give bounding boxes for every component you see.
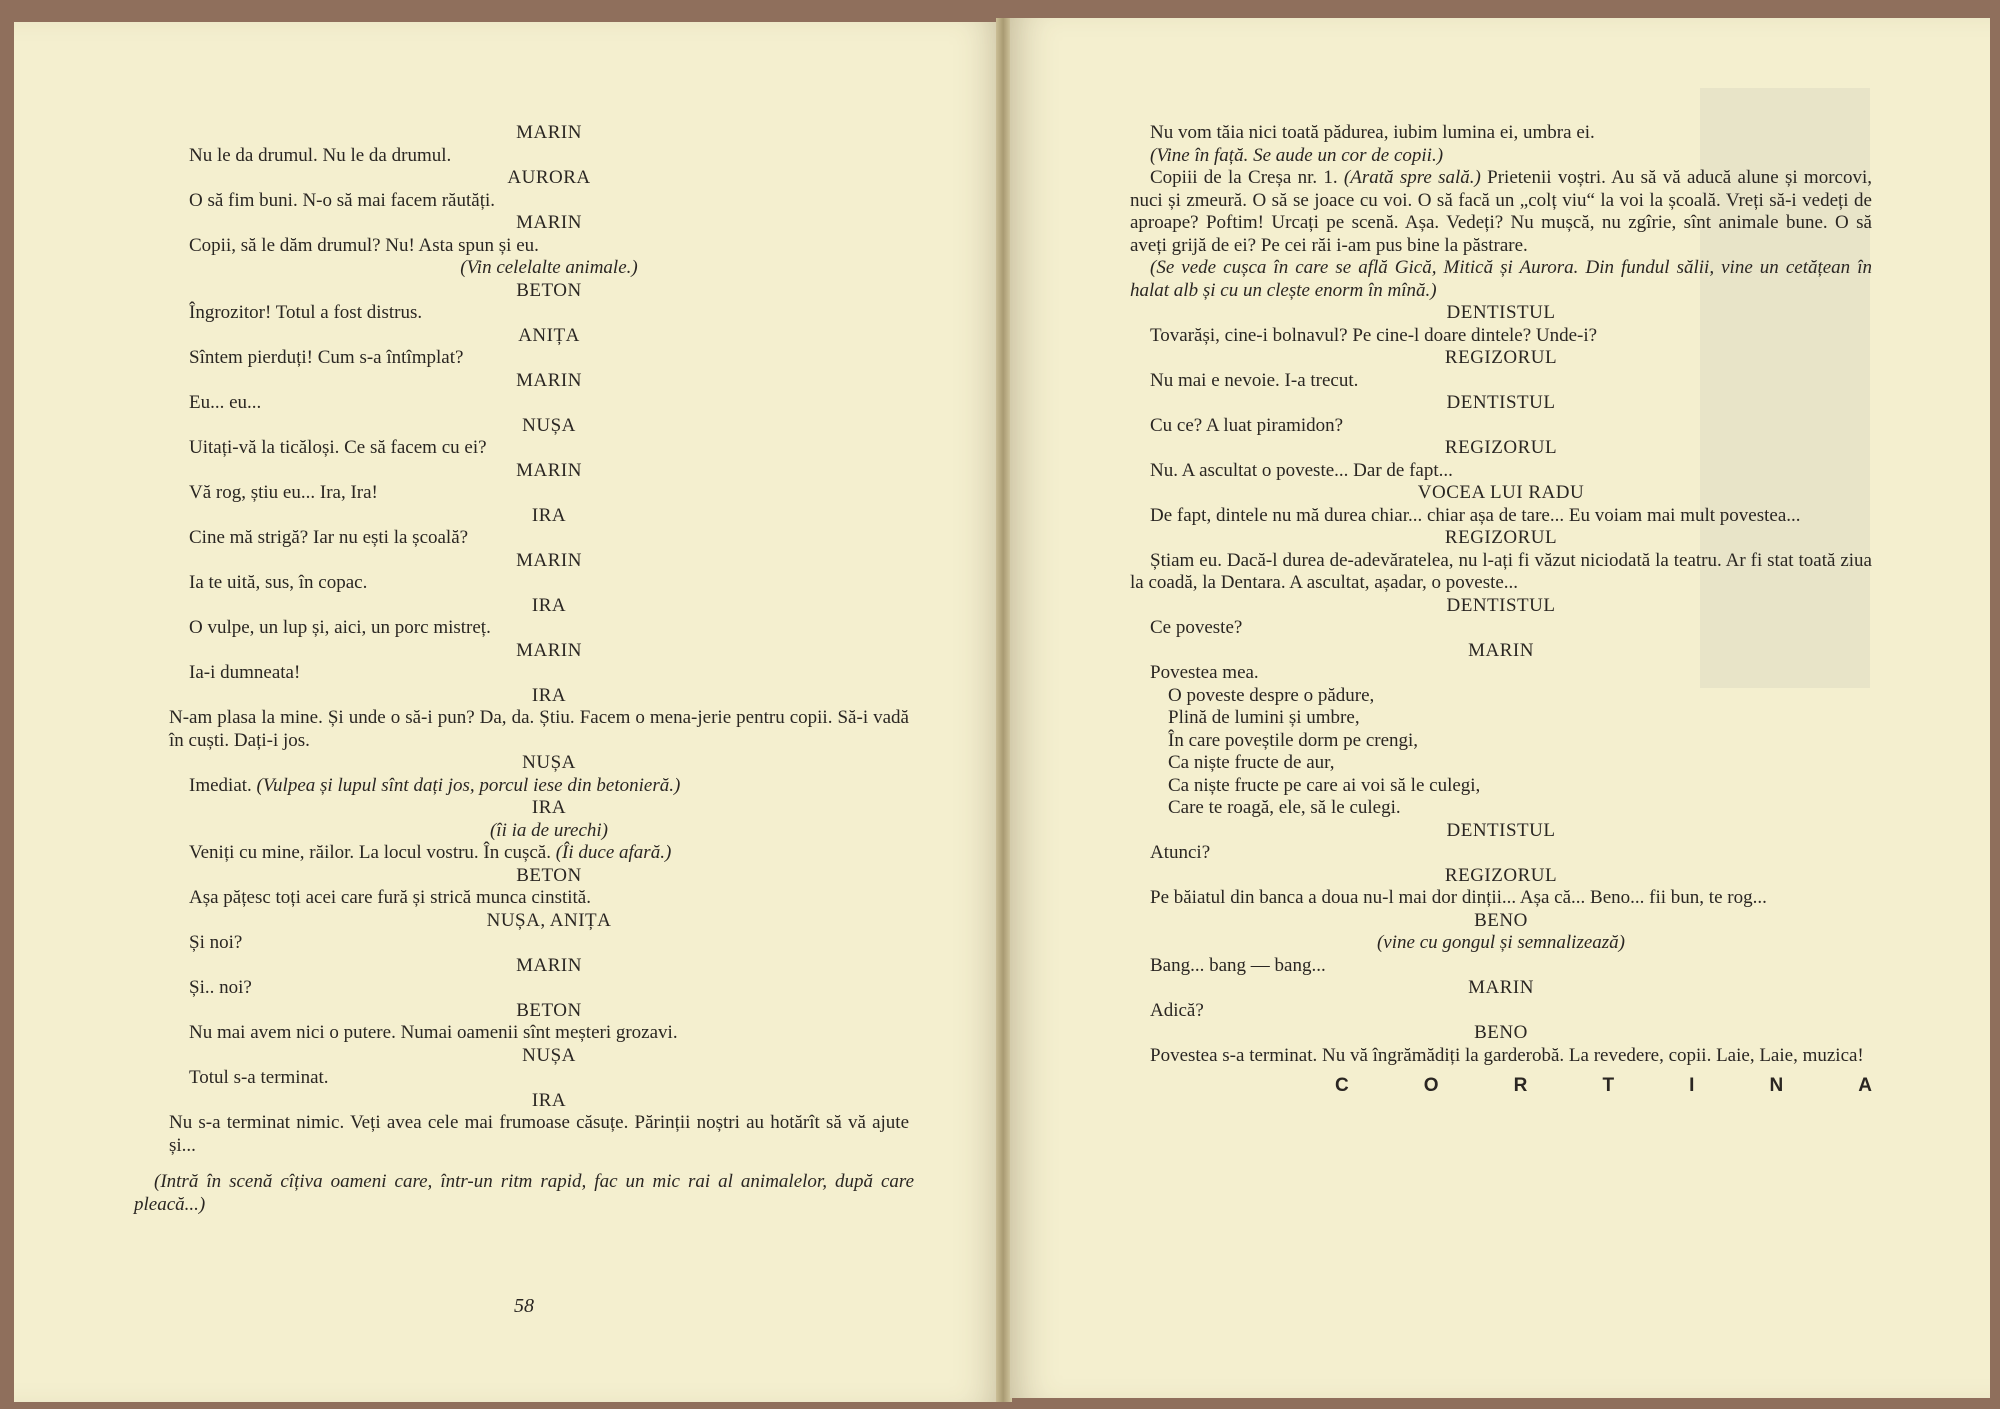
left-page-text — [134, 122, 914, 1216]
dialogue-line: Uitați-vă la ticăloși. Ce să facem cu ei? — [189, 437, 487, 458]
poem-line: O poveste despre o pădure, — [1168, 684, 1375, 706]
stage-direction: (Vin celelalte animale.) — [460, 257, 638, 278]
speaker-name: NUȘA, ANIȚA — [486, 909, 612, 931]
stage-direction: (Vulpea și lupul sînt dați jos, porcul iese din betonieră.) — [256, 774, 681, 796]
speaker-name: IRA — [531, 1089, 567, 1111]
dialogue-line: Ce poveste? — [1150, 617, 1243, 638]
dialogue-line: Știam eu. Dacă-l durea de-adevăratelea, nu l-ați fi văzut niciodată la teatru. Ar fi stat toată ziua la coadă, la Dentara. A ascultat, așadar, o poveste... — [1130, 549, 1872, 593]
dialogue-text: Imediat. — [189, 774, 257, 796]
dialogue-line: Povestea s-a terminat. Nu vă îngrămădiți la garderobă. La revedere, copii. Laie, Laie, muzica! — [1150, 1044, 1864, 1066]
dialogue-line: Cine mă strigă? Iar nu ești la școală? — [189, 527, 469, 548]
speaker-name: BETON — [516, 864, 582, 886]
speaker-name: REGIZORUL — [1444, 527, 1558, 548]
speaker-name: REGIZORUL — [1444, 437, 1558, 458]
dialogue-line: Eu... eu... — [189, 392, 262, 413]
dialogue-line: Nu s-a terminat nimic. Veți avea cele mai frumoase căsuțe. Părinții noștri au hotărît să vă ajute și... — [169, 1112, 909, 1156]
dialogue-line: Așa pățesc toți acei care fură și strică munca cinstită. — [189, 887, 591, 908]
speaker-name: BETON — [516, 279, 582, 301]
speaker-name: MARIN — [516, 459, 582, 481]
speaker-name: BENO — [1474, 1022, 1528, 1043]
dialogue-line: Și noi? — [189, 932, 243, 953]
curtain-letter: A — [1858, 1075, 1872, 1096]
speaker-name: REGIZORUL — [1444, 864, 1558, 886]
dialogue-line: Totul s-a terminat. — [189, 1067, 329, 1088]
stage-direction: (Se vede cușca în care se află Gică, Mitică și Aurora. Din fundul sălii, vine un cetățean în halat alb și cu un clește enorm în mînă.) — [1130, 257, 1872, 301]
stage-direction: (Intră în scenă cîțiva oameni care, într-un ritm rapid, fac un mic rai al animalelor, după care pleacă...) — [134, 1171, 914, 1215]
speaker-name: MARIN — [516, 549, 582, 571]
dialogue-text: Veniți cu mine, răilor. La locul vostru. În cușcă. — [189, 842, 556, 863]
dialogue-line: Bang... bang — bang... — [1150, 954, 1326, 976]
dialogue-text: Copiii de la Creșa nr. 1. — [1150, 167, 1344, 188]
curtain-letter: I — [1689, 1075, 1695, 1096]
speaker-name: NUȘA — [522, 752, 576, 773]
dialogue-line: Sîntem pierduți! Cum s-a întîmplat? — [189, 347, 464, 368]
dialogue-line: Pe băiatul din banca a doua nu-l mai dor dinții... Așa că... Beno... fii bun, te rog... — [1150, 887, 1767, 908]
poem-line: Plină de lumini și umbre, — [1168, 707, 1360, 728]
dialogue-line: Cu ce? A luat piramidon? — [1150, 414, 1344, 436]
speaker-name: NUȘA — [522, 1044, 576, 1066]
speaker-name: REGIZORUL — [1444, 347, 1558, 368]
curtain-letter: R — [1513, 1075, 1528, 1096]
speaker-name: IRA — [531, 504, 567, 526]
dialogue-text: Prietenii voștri. Au să vă aducă alune și morcovi, nuci și zmeură. O să se joace cu voi. O să facă un „colț viu“ la voi la școală. Vreți să-i vedeți de aproape? Poftim! Urcați pe scenă. Așa. Vedeți? Nu mușcă, nu zgîrie, sînt animale bune. O să aveți grijă de ei? Pe cei răi i-am pus bine la păstrare. — [1130, 167, 1872, 256]
speaker-name: MARIN — [516, 369, 582, 391]
dialogue-line: O să fim buni. N-o să mai facem răutăți. — [189, 189, 496, 211]
poem-line: În care poveștile dorm pe crengi, — [1168, 729, 1419, 751]
dialogue-line: Ia te uită, sus, în copac. — [189, 572, 368, 593]
dialogue-line — [1130, 167, 1872, 257]
poem-line: Ca niște fructe de aur, — [1168, 752, 1335, 773]
poem-line: Care te roagă, ele, să le culegi. — [1168, 797, 1401, 818]
speaker-name: MARIN — [1468, 977, 1534, 998]
page-number: 58 — [514, 1295, 534, 1317]
dialogue-line: N-am plasa la mine. Și unde o să-i pun? Da, da. Știu. Facem o mena-jerie pentru copii. Să-i vadă în cuști. Dați-i jos. — [169, 707, 909, 751]
dialogue-line: Îngrozitor! Totul a fost distrus. — [189, 302, 423, 323]
dialogue-line: Nu vom tăia nici toată pădurea, iubim lumina ei, umbra ei. — [1150, 122, 1595, 143]
dialogue-line: Povestea mea. — [1150, 662, 1259, 683]
dialogue-line: O vulpe, un lup și, aici, un porc mistreț. — [189, 617, 491, 638]
right-page-text — [1130, 122, 1872, 1098]
right-page — [1010, 18, 1990, 1398]
speaker-name: ANIȚA — [518, 324, 580, 346]
dialogue-line: Ia-i dumneata! — [189, 662, 301, 683]
dialogue-line: Nu mai avem nici o putere. Numai oamenii sînt meșteri grozavi. — [189, 1022, 678, 1043]
curtain-letter: T — [1602, 1075, 1615, 1096]
speaker-name: MARIN — [516, 122, 582, 143]
speaker-name: DENTISTUL — [1446, 594, 1556, 616]
poem-line: Ca niște fructe pe care ai voi să le culegi, — [1168, 774, 1481, 796]
speaker-name: MARIN — [1468, 639, 1534, 661]
speaker-name: VOCEA LUI RADU — [1417, 482, 1585, 503]
dialogue-line: Copii, să le dăm drumul? Nu! Asta spun și eu. — [189, 234, 539, 256]
speaker-name: NUȘA — [522, 414, 576, 436]
speaker-name: DENTISTUL — [1446, 819, 1556, 841]
speaker-name: IRA — [531, 684, 567, 706]
stage-direction: (Vine în față. Se aude un cor de copii.) — [1150, 144, 1444, 166]
dialogue-line: Nu. A ascultat o poveste... Dar de fapt... — [1150, 459, 1453, 481]
speaker-name: MARIN — [516, 954, 582, 976]
curtain-letter: N — [1769, 1075, 1784, 1096]
speaker-name: DENTISTUL — [1446, 302, 1556, 323]
dialogue-line — [189, 775, 909, 798]
dialogue-line — [189, 842, 909, 865]
left-page — [14, 22, 1002, 1402]
speaker-name: IRA — [531, 797, 567, 818]
stage-direction: (Îi duce afară.) — [555, 842, 672, 863]
dialogue-line: Și.. noi? — [189, 977, 252, 998]
dialogue-line: Atunci? — [1150, 842, 1211, 863]
dialogue-line: Adică? — [1150, 999, 1204, 1021]
speaker-name: DENTISTUL — [1446, 392, 1556, 413]
speaker-name: AURORA — [507, 167, 591, 188]
dialogue-line: De fapt, dintele nu mă durea chiar... chiar așa de tare... Eu voiam mai mult povestea... — [1150, 504, 1801, 526]
speaker-name: MARIN — [516, 212, 582, 233]
curtain-letter: C — [1335, 1075, 1349, 1096]
speaker-name: MARIN — [516, 639, 582, 661]
curtain-word — [1130, 1075, 1872, 1098]
stage-direction: (Arată spre sală.) — [1343, 167, 1481, 188]
speaker-name: BENO — [1474, 909, 1528, 931]
dialogue-line: Vă rog, știu eu... Ira, Ira! — [189, 482, 378, 503]
stage-direction: (vine cu gongul și semnalizează) — [1376, 932, 1625, 953]
dialogue-line: Nu le da drumul. Nu le da drumul. — [189, 144, 452, 166]
dialogue-line: Nu mai e nevoie. I-a trecut. — [1150, 369, 1359, 391]
speaker-name: IRA — [531, 594, 567, 616]
stage-direction: (îi ia de urechi) — [489, 819, 608, 841]
dialogue-line: Tovarăși, cine-i bolnavul? Pe cine-l doare dintele? Unde-i? — [1150, 324, 1598, 346]
speaker-name: BETON — [516, 999, 582, 1021]
curtain-letter: O — [1423, 1075, 1439, 1096]
